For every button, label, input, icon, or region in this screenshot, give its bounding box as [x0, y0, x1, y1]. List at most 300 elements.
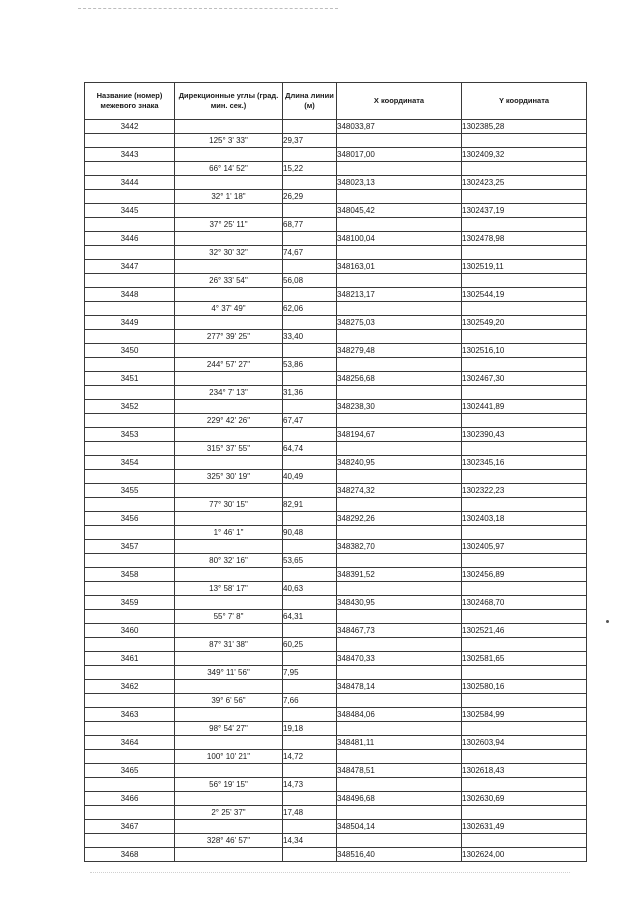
y-coordinate: [462, 302, 587, 316]
y-coordinate: [462, 442, 587, 456]
table-body: [85, 120, 587, 862]
direction-angle: 98° 54' 27": [175, 722, 283, 736]
y-coordinate: 1302519,11: [462, 260, 587, 274]
direction-angle: 315° 37' 55": [175, 442, 283, 456]
direction-angle: 229° 42' 26": [175, 414, 283, 428]
y-coordinate: 1302630,69: [462, 792, 587, 806]
angle-cell: [175, 148, 283, 162]
point-row: [85, 484, 587, 498]
y-coordinate: [462, 834, 587, 848]
direction-angle: 4° 37' 49": [175, 302, 283, 316]
x-coordinate: [337, 134, 462, 148]
length-cell: [283, 624, 337, 638]
angle-cell: [175, 484, 283, 498]
y-coordinate: 1302437,19: [462, 204, 587, 218]
point-name: [85, 246, 175, 260]
y-coordinate: 1302441,89: [462, 400, 587, 414]
segment-row: [85, 274, 587, 288]
y-coordinate: [462, 526, 587, 540]
line-length: 64,31: [283, 610, 337, 624]
direction-angle: 325° 30' 19": [175, 470, 283, 484]
point-name: [85, 610, 175, 624]
point-row: [85, 792, 587, 806]
x-coordinate: 348256,68: [337, 372, 462, 386]
length-cell: [283, 372, 337, 386]
x-coordinate: 348478,51: [337, 764, 462, 778]
length-cell: [283, 176, 337, 190]
point-row: [85, 596, 587, 610]
line-length: 40,49: [283, 470, 337, 484]
point-name: 3442: [85, 120, 175, 134]
length-cell: [283, 820, 337, 834]
point-name: [85, 330, 175, 344]
segment-row: [85, 218, 587, 232]
x-coordinate: 348470,33: [337, 652, 462, 666]
point-name: [85, 190, 175, 204]
point-name: 3450: [85, 344, 175, 358]
direction-angle: 349° 11' 56": [175, 666, 283, 680]
point-row: [85, 176, 587, 190]
point-name: [85, 778, 175, 792]
point-name: 3451: [85, 372, 175, 386]
x-coordinate: [337, 498, 462, 512]
point-row: [85, 428, 587, 442]
y-coordinate: 1302580,16: [462, 680, 587, 694]
y-coordinate: 1302516,10: [462, 344, 587, 358]
x-coordinate: [337, 554, 462, 568]
angle-cell: [175, 512, 283, 526]
y-coordinate: 1302618,43: [462, 764, 587, 778]
x-coordinate: 348504,14: [337, 820, 462, 834]
segment-row: [85, 414, 587, 428]
line-length: 7,95: [283, 666, 337, 680]
x-coordinate: [337, 162, 462, 176]
y-coordinate: [462, 246, 587, 260]
point-name: 3461: [85, 652, 175, 666]
x-coordinate: [337, 582, 462, 596]
length-cell: [283, 148, 337, 162]
x-coordinate: [337, 806, 462, 820]
point-row: [85, 204, 587, 218]
y-coordinate: [462, 358, 587, 372]
y-coordinate: 1302456,89: [462, 568, 587, 582]
segment-row: [85, 554, 587, 568]
x-coordinate: 348430,95: [337, 596, 462, 610]
line-length: 19,18: [283, 722, 337, 736]
y-coordinate: [462, 806, 587, 820]
length-cell: [283, 344, 337, 358]
direction-angle: 55° 7' 8": [175, 610, 283, 624]
line-length: 90,48: [283, 526, 337, 540]
x-coordinate: [337, 526, 462, 540]
y-coordinate: [462, 554, 587, 568]
segment-row: [85, 386, 587, 400]
segment-row: [85, 358, 587, 372]
x-coordinate: [337, 330, 462, 344]
direction-angle: 125° 3' 33": [175, 134, 283, 148]
point-name: 3453: [85, 428, 175, 442]
x-coordinate: 348382,70: [337, 540, 462, 554]
y-coordinate: [462, 750, 587, 764]
angle-cell: [175, 120, 283, 134]
y-coordinate: [462, 694, 587, 708]
segment-row: [85, 638, 587, 652]
point-name: [85, 554, 175, 568]
point-name: 3443: [85, 148, 175, 162]
segment-row: [85, 582, 587, 596]
y-coordinate: 1302467,30: [462, 372, 587, 386]
y-coordinate: [462, 666, 587, 680]
point-name: [85, 470, 175, 484]
point-name: 3460: [85, 624, 175, 638]
y-coordinate: [462, 274, 587, 288]
direction-angle: 77° 30' 15": [175, 498, 283, 512]
segment-row: [85, 750, 587, 764]
x-coordinate: 348274,32: [337, 484, 462, 498]
direction-angle: 328° 46' 57": [175, 834, 283, 848]
line-length: 53,86: [283, 358, 337, 372]
line-length: 62,06: [283, 302, 337, 316]
x-coordinate: [337, 358, 462, 372]
angle-cell: [175, 652, 283, 666]
point-name: 3458: [85, 568, 175, 582]
point-row: [85, 652, 587, 666]
segment-row: [85, 834, 587, 848]
y-coordinate: 1302403,18: [462, 512, 587, 526]
direction-angle: 39° 6' 56": [175, 694, 283, 708]
angle-cell: [175, 764, 283, 778]
y-coordinate: 1302385,28: [462, 120, 587, 134]
direction-angle: 66° 14' 52": [175, 162, 283, 176]
y-coordinate: [462, 134, 587, 148]
x-coordinate: 348391,52: [337, 568, 462, 582]
x-coordinate: 348100,04: [337, 232, 462, 246]
length-cell: [283, 540, 337, 554]
length-cell: [283, 568, 337, 582]
point-name: [85, 358, 175, 372]
point-name: [85, 526, 175, 540]
direction-angle: 2° 25' 37": [175, 806, 283, 820]
angle-cell: [175, 316, 283, 330]
length-cell: [283, 316, 337, 330]
direction-angle: 100° 10' 21": [175, 750, 283, 764]
angle-cell: [175, 288, 283, 302]
angle-cell: [175, 176, 283, 190]
direction-angle: 32° 1' 18": [175, 190, 283, 204]
y-coordinate: 1302405,97: [462, 540, 587, 554]
y-coordinate: 1302409,32: [462, 148, 587, 162]
angle-cell: [175, 736, 283, 750]
point-name: 3459: [85, 596, 175, 610]
angle-cell: [175, 848, 283, 862]
y-coordinate: 1302478,98: [462, 232, 587, 246]
x-coordinate: [337, 302, 462, 316]
length-cell: [283, 652, 337, 666]
header-x: X координата: [337, 83, 462, 120]
y-coordinate: [462, 386, 587, 400]
segment-row: [85, 722, 587, 736]
x-coordinate: 348478,14: [337, 680, 462, 694]
direction-angle: 234° 7' 13": [175, 386, 283, 400]
length-cell: [283, 400, 337, 414]
header-angle: Дирекционные углы (град. мин. сек.): [175, 83, 283, 120]
y-coordinate: [462, 162, 587, 176]
angle-cell: [175, 820, 283, 834]
x-coordinate: [337, 778, 462, 792]
segment-row: [85, 134, 587, 148]
point-row: [85, 736, 587, 750]
line-length: 26,29: [283, 190, 337, 204]
y-coordinate: 1302631,49: [462, 820, 587, 834]
angle-cell: [175, 400, 283, 414]
x-coordinate: 348033,87: [337, 120, 462, 134]
y-coordinate: [462, 778, 587, 792]
x-coordinate: [337, 442, 462, 456]
line-length: 56,08: [283, 274, 337, 288]
point-name: 3456: [85, 512, 175, 526]
length-cell: [283, 288, 337, 302]
angle-cell: [175, 204, 283, 218]
point-row: [85, 540, 587, 554]
direction-angle: 26° 33' 54": [175, 274, 283, 288]
point-name: [85, 638, 175, 652]
line-length: 60,25: [283, 638, 337, 652]
x-coordinate: 348023,13: [337, 176, 462, 190]
line-length: 14,72: [283, 750, 337, 764]
line-length: 31,36: [283, 386, 337, 400]
line-length: 82,91: [283, 498, 337, 512]
direction-angle: 87° 31' 38": [175, 638, 283, 652]
segment-row: [85, 666, 587, 680]
point-row: [85, 848, 587, 862]
x-coordinate: 348194,67: [337, 428, 462, 442]
angle-cell: [175, 260, 283, 274]
point-name: 3468: [85, 848, 175, 862]
point-row: [85, 820, 587, 834]
length-cell: [283, 792, 337, 806]
point-row: [85, 680, 587, 694]
y-coordinate: 1302468,70: [462, 596, 587, 610]
segment-row: [85, 330, 587, 344]
x-coordinate: [337, 750, 462, 764]
x-coordinate: [337, 246, 462, 260]
direction-angle: 56° 19' 15": [175, 778, 283, 792]
x-coordinate: [337, 610, 462, 624]
point-name: [85, 302, 175, 316]
x-coordinate: 348240,95: [337, 456, 462, 470]
direction-angle: 37° 25' 11": [175, 218, 283, 232]
point-row: [85, 512, 587, 526]
length-cell: [283, 456, 337, 470]
point-name: [85, 834, 175, 848]
x-coordinate: 348213,17: [337, 288, 462, 302]
line-length: 74,67: [283, 246, 337, 260]
length-cell: [283, 708, 337, 722]
direction-angle: 1° 46' 1": [175, 526, 283, 540]
x-coordinate: 348017,00: [337, 148, 462, 162]
point-name: 3454: [85, 456, 175, 470]
x-coordinate: [337, 190, 462, 204]
length-cell: [283, 484, 337, 498]
line-length: 68,77: [283, 218, 337, 232]
segment-row: [85, 470, 587, 484]
point-row: [85, 708, 587, 722]
point-name: 3452: [85, 400, 175, 414]
segment-row: [85, 610, 587, 624]
y-coordinate: 1302544,19: [462, 288, 587, 302]
angle-cell: [175, 624, 283, 638]
angle-cell: [175, 372, 283, 386]
point-row: [85, 288, 587, 302]
direction-angle: 13° 58' 17": [175, 582, 283, 596]
point-name: 3464: [85, 736, 175, 750]
point-row: [85, 624, 587, 638]
x-coordinate: [337, 218, 462, 232]
segment-row: [85, 190, 587, 204]
line-length: 14,73: [283, 778, 337, 792]
x-coordinate: 348292,26: [337, 512, 462, 526]
segment-row: [85, 442, 587, 456]
length-cell: [283, 120, 337, 134]
line-length: 67,47: [283, 414, 337, 428]
point-name: [85, 498, 175, 512]
length-cell: [283, 512, 337, 526]
angle-cell: [175, 568, 283, 582]
coordinates-table: [84, 82, 587, 862]
y-coordinate: 1302581,65: [462, 652, 587, 666]
x-coordinate: [337, 694, 462, 708]
y-coordinate: 1302345,16: [462, 456, 587, 470]
y-coordinate: 1302603,94: [462, 736, 587, 750]
point-name: 3447: [85, 260, 175, 274]
segment-row: [85, 694, 587, 708]
point-name: 3455: [85, 484, 175, 498]
angle-cell: [175, 708, 283, 722]
length-cell: [283, 596, 337, 610]
point-row: [85, 372, 587, 386]
x-coordinate: 348275,03: [337, 316, 462, 330]
x-coordinate: 348484,06: [337, 708, 462, 722]
point-name: 3448: [85, 288, 175, 302]
point-name: [85, 666, 175, 680]
angle-cell: [175, 232, 283, 246]
segment-row: [85, 806, 587, 820]
header-y: Y координата: [462, 83, 587, 120]
y-coordinate: 1302584,99: [462, 708, 587, 722]
angle-cell: [175, 540, 283, 554]
scan-artifact-top: [78, 8, 338, 9]
scan-artifact-dot: [606, 620, 609, 623]
length-cell: [283, 428, 337, 442]
table-header-row: [85, 83, 587, 120]
point-name: 3457: [85, 540, 175, 554]
header-length: Длина линии (м): [283, 83, 337, 120]
point-row: [85, 400, 587, 414]
y-coordinate: [462, 722, 587, 736]
point-name: [85, 750, 175, 764]
y-coordinate: [462, 610, 587, 624]
point-row: [85, 120, 587, 134]
y-coordinate: 1302549,20: [462, 316, 587, 330]
point-name: 3465: [85, 764, 175, 778]
segment-row: [85, 526, 587, 540]
line-length: 7,66: [283, 694, 337, 708]
point-row: [85, 148, 587, 162]
point-name: 3444: [85, 176, 175, 190]
point-name: [85, 134, 175, 148]
length-cell: [283, 848, 337, 862]
x-coordinate: 348481,11: [337, 736, 462, 750]
x-coordinate: 348163,01: [337, 260, 462, 274]
x-coordinate: 348467,73: [337, 624, 462, 638]
length-cell: [283, 736, 337, 750]
segment-row: [85, 498, 587, 512]
point-name: [85, 582, 175, 596]
point-name: 3445: [85, 204, 175, 218]
y-coordinate: [462, 638, 587, 652]
length-cell: [283, 232, 337, 246]
point-name: 3463: [85, 708, 175, 722]
direction-angle: 277° 39' 25": [175, 330, 283, 344]
line-length: 29,37: [283, 134, 337, 148]
point-name: [85, 218, 175, 232]
point-name: 3462: [85, 680, 175, 694]
direction-angle: 244° 57' 27": [175, 358, 283, 372]
x-coordinate: 348045,42: [337, 204, 462, 218]
y-coordinate: [462, 470, 587, 484]
x-coordinate: [337, 386, 462, 400]
angle-cell: [175, 456, 283, 470]
angle-cell: [175, 428, 283, 442]
x-coordinate: 348516,40: [337, 848, 462, 862]
x-coordinate: 348496,68: [337, 792, 462, 806]
point-name: [85, 806, 175, 820]
y-coordinate: [462, 582, 587, 596]
y-coordinate: [462, 218, 587, 232]
point-name: [85, 722, 175, 736]
point-row: [85, 344, 587, 358]
y-coordinate: 1302322,23: [462, 484, 587, 498]
y-coordinate: [462, 498, 587, 512]
x-coordinate: [337, 834, 462, 848]
point-name: [85, 274, 175, 288]
line-length: 17,48: [283, 806, 337, 820]
x-coordinate: 348279,48: [337, 344, 462, 358]
point-name: [85, 386, 175, 400]
point-name: 3467: [85, 820, 175, 834]
point-row: [85, 260, 587, 274]
angle-cell: [175, 344, 283, 358]
x-coordinate: 348238,30: [337, 400, 462, 414]
x-coordinate: [337, 470, 462, 484]
point-name: [85, 442, 175, 456]
x-coordinate: [337, 722, 462, 736]
length-cell: [283, 260, 337, 274]
point-name: [85, 414, 175, 428]
point-row: [85, 764, 587, 778]
point-name: 3449: [85, 316, 175, 330]
length-cell: [283, 764, 337, 778]
line-length: 40,63: [283, 582, 337, 596]
y-coordinate: 1302624,00: [462, 848, 587, 862]
x-coordinate: [337, 414, 462, 428]
length-cell: [283, 204, 337, 218]
point-name: 3446: [85, 232, 175, 246]
line-length: 33,40: [283, 330, 337, 344]
angle-cell: [175, 680, 283, 694]
point-row: [85, 568, 587, 582]
y-coordinate: 1302521,46: [462, 624, 587, 638]
